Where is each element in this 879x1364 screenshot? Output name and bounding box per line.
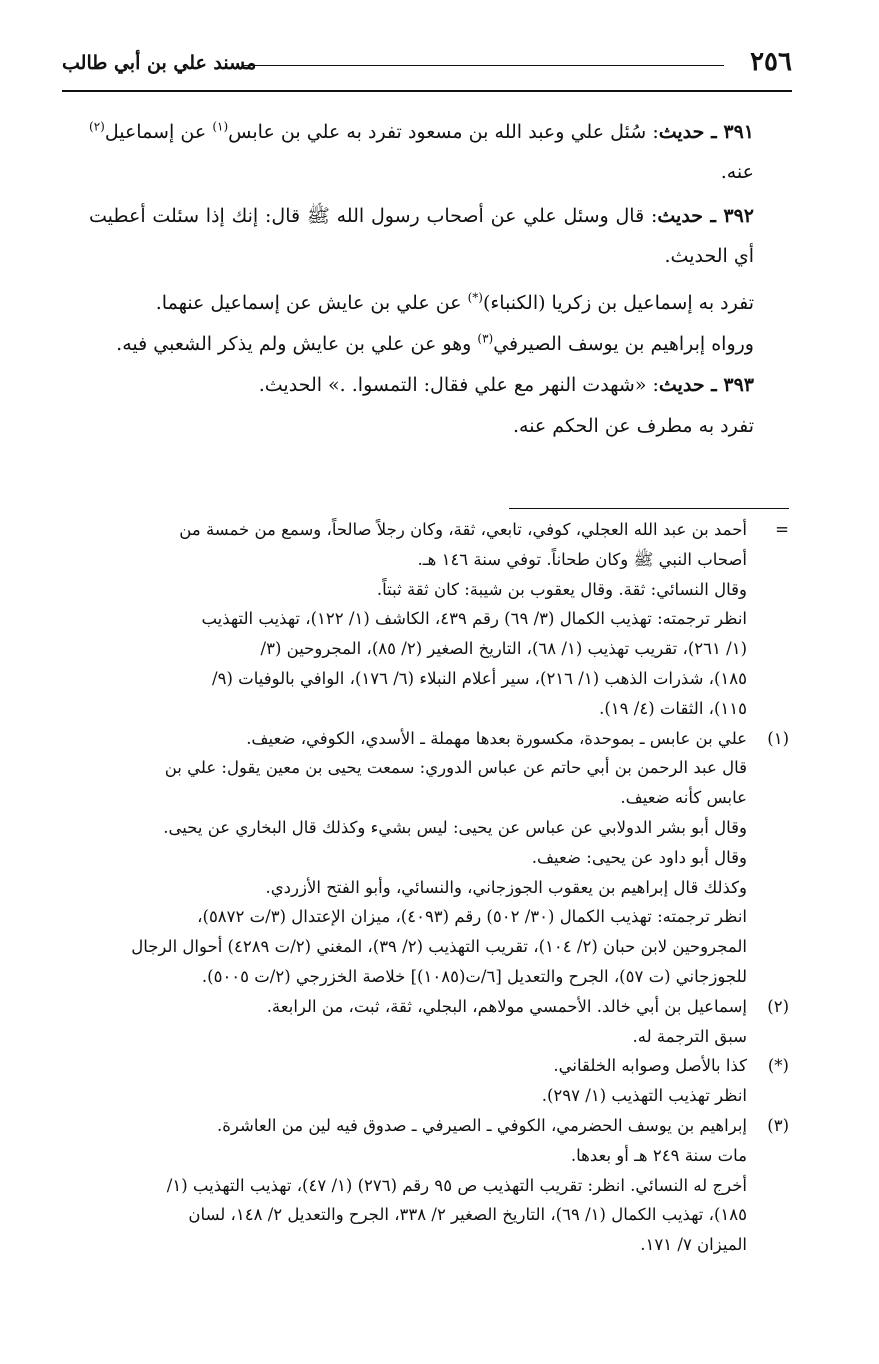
footnote-line: علي بن عابس ـ بموحدة، مكسورة بعدها مهملة ـ الأسدي، الكوفي، ضعيف.	[246, 728, 747, 748]
footnote-ref: (*)	[467, 290, 483, 305]
footnote-line: وقال أبو بشر الدولابي عن عباس عن يحيى: ليس بشيء وكذلك قال البخاري عن يحيى.	[163, 817, 747, 837]
note-paragraph	[89, 324, 789, 365]
footnote-line: كذا بالأصل وصوابه الخلقاني.	[553, 1056, 747, 1076]
hadith-text: : قال وسئل علي عن أصحاب رسول الله ﷺ قال: إنك إذا سئلت أعطيت أي الحديث.	[89, 205, 754, 267]
footnote-marker: (*)	[767, 1056, 789, 1076]
main-text	[89, 112, 789, 447]
note-text: وهو عن علي بن عايش ولم يذكر الشعبي فيه.	[116, 333, 478, 355]
footnote-ref: (٣)	[477, 331, 494, 346]
header-rule	[242, 65, 724, 66]
footnote-continuation	[89, 515, 789, 724]
footnote-line: الميزان ٧/ ١٧١.	[640, 1235, 747, 1255]
note-paragraph	[89, 283, 789, 324]
hadith-393	[89, 365, 789, 406]
footnote-1	[89, 724, 789, 992]
footnote-line: قال عبد الرحمن بن أبي حاتم عن عباس الدوري: سمعت يحيى بن معين يقول: علي بن	[164, 758, 747, 778]
footnote-line: ١٨٥)، شذرات الذهب (١/ ٢١٦)، سير أعلام النبلاء (٦/ ١٧٦)، الوافي بالوفيات (٩/	[212, 668, 747, 688]
hadith-label: ٣٩١ ـ حديث	[658, 121, 754, 143]
hadith-text: : سُئل علي وعبد الله بن مسعود تفرد به علي بن عابس	[228, 121, 659, 143]
footnote-line: عابس كأنه ضعيف.	[620, 788, 747, 808]
hadith-label: ٣٩٢ ـ حديث	[657, 205, 754, 227]
footnote-line: إسماعيل بن أبي خالد. الأحمسي مولاهم، البجلي، ثقة، ثبت، من الرابعة.	[266, 996, 747, 1016]
running-header	[62, 44, 792, 92]
footnote-line: ١٨٥)، تهذيب الكمال (١/ ٦٩)، التاريخ الصغير ٢/ ٣٣٨، الجرح والتعديل ٢/ ١٤٨، لسان	[188, 1205, 747, 1225]
footnote-2	[89, 992, 789, 1052]
note-text: ورواه إبراهيم بن يوسف الصيرفي	[493, 333, 754, 355]
page-number: ٢٥٦	[750, 47, 792, 77]
hadith-391	[89, 112, 789, 192]
footnote-marker: (٢)	[767, 996, 789, 1016]
note-text: تفرد به مطرف عن الحكم عنه.	[512, 415, 754, 437]
hadith-label: ٣٩٣ ـ حديث	[658, 374, 754, 396]
footnote-marker: (١)	[767, 728, 789, 748]
footnote-line: ١١٥)، الثقات (٤/ ١٩).	[599, 698, 747, 718]
footnote-line: أصحاب النبي ﷺ وكان طحاناً. توفي سنة ١٤٦ هـ.	[417, 549, 747, 569]
footnote-ref: (١)	[212, 119, 229, 134]
footnote-line: وكذلك قال إبراهيم بن يعقوب الجوزجاني، والنسائي، وأبو الفتح الأزردي.	[265, 877, 747, 897]
footnote-line: (١/ ٢٦١)، تقريب تهذيب (١/ ٦٨)، التاريخ الصغير (٢/ ٨٥)، المجروحين (٣/	[260, 639, 747, 659]
note-paragraph	[89, 406, 789, 447]
hadith-392	[89, 196, 789, 276]
footnote-line: وقال النسائي: ثقة. وقال يعقوب بن شيبة: كان ثقة ثبتاً.	[376, 579, 747, 599]
footnote-line: إبراهيم بن يوسف الحضرمي، الكوفي ـ الصيرفي ـ صدوق فيه لين من العاشرة.	[217, 1115, 747, 1135]
footnote-separator	[509, 508, 789, 509]
footnote-line: انظر ترجمته: تهذيب الكمال (٣٠/ ٥٠٢) رقم (٤٠٩٣)، ميزان الإعتدال (٣/ت ٥٨٧٢)،	[197, 907, 747, 927]
footnote-ref: (٢)	[89, 119, 105, 134]
footnote-line: مات سنة ٢٤٩ هـ أو بعدها.	[570, 1145, 747, 1165]
note-text: تفرد به إسماعيل بن زكريا (الكنباء)	[482, 292, 754, 314]
footnote-3	[89, 1111, 789, 1260]
footnotes	[89, 515, 789, 1260]
hadith-text: عن إسماعيل	[104, 121, 213, 143]
footnote-line: للجوزجاني (ت ٥٧)، الجرح والتعديل [٦/ت(١٠٨٥)] خلاصة الخزرجي (٢/ت ٥٠٠٥).	[201, 966, 747, 986]
footnote-line: أخرج له النسائي. انظر: تقريب التهذيب ص ٩٥ رقم (٢٧٦) (١/ ٤٧)، تهذيب التهذيب (١/	[166, 1175, 747, 1195]
footnote-marker: =	[775, 520, 789, 539]
hadith-text: : «شهدت النهر مع علي فقال: التمسوا. .» الحديث.	[258, 374, 659, 396]
footnote-asterisk	[89, 1051, 789, 1111]
running-title: مسند علي بن أبي طالب	[62, 52, 257, 74]
footnote-line: أحمد بن عبد الله العجلي، كوفي، تابعي، ثقة، وكان رجلاً صالحاً، وسمع من خمسة من	[179, 520, 747, 539]
note-text: عن علي بن عايش عن إسماعيل عنهما.	[155, 292, 468, 314]
footnote-line: انظر تهذيب التهذيب (١/ ٢٩٧).	[541, 1086, 747, 1106]
footnote-line: انظر ترجمته: تهذيب الكمال (٣/ ٦٩) رقم ٤٣٩، الكاشف (١/ ١٢٢)، تهذيب التهذيب	[201, 609, 747, 629]
footnote-marker: (٣)	[767, 1115, 789, 1135]
footnote-line: المجروحين لابن حبان (٢/ ١٠٤)، تقريب التهذيب (٢/ ٣٩)، المغني (٢/ت ٤٢٨٩) أحوال الرجال	[131, 937, 747, 957]
footnote-line: سبق الترجمة له.	[632, 1026, 747, 1046]
footnote-line: وقال أبو داود عن يحيى: ضعيف.	[531, 847, 747, 867]
hadith-text: عنه.	[720, 161, 754, 183]
